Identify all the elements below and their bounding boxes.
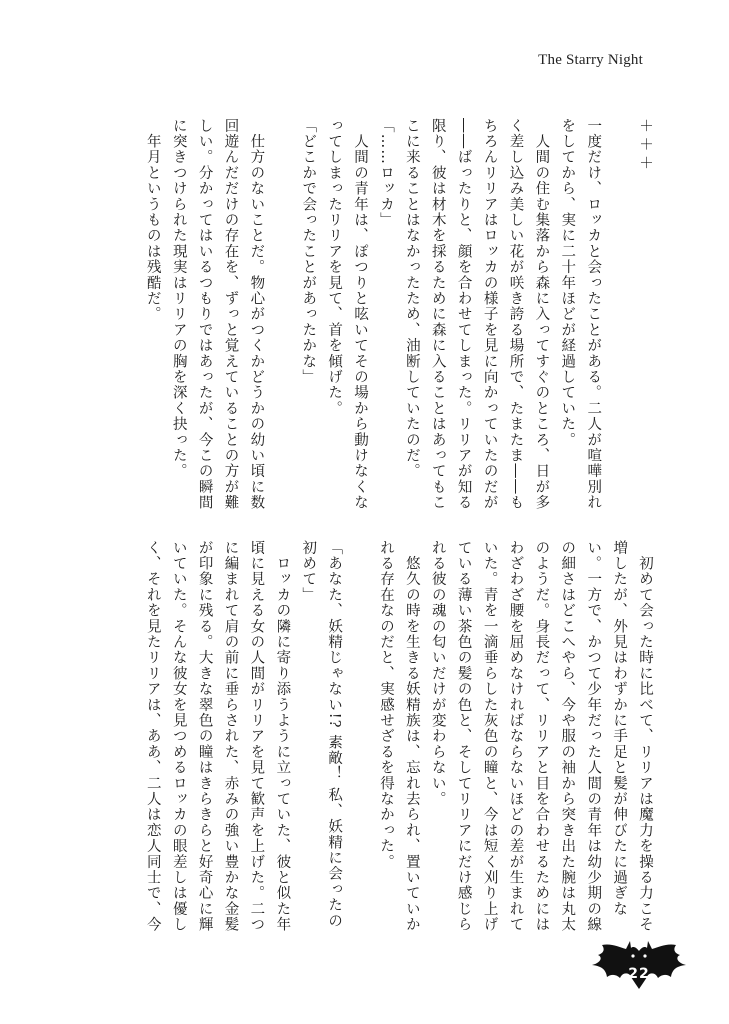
section-separator: ＋＋＋ <box>637 118 653 174</box>
dialogue-line: 「あなた、妖精じゃない!? 素敵！ 私、妖精に会ったの初めて」 <box>300 540 343 929</box>
blank-line <box>605 118 631 523</box>
paragraph: ロッカの隣に寄り添うように立っていた、彼と似た年頃に見える女の人間がリリアを見て歓声を上げた。二つに編まれて肩の前に垂らされた、赤みの強い豊かな金髪が印象に残る。大きな翠色の瞳はきらきらと好奇心に輝いていた。そんな彼女を見つめるロッカの眼差しは優しく、それを見たリリアは、ああ、二人は恋人同士で、今 <box>144 540 291 933</box>
paragraph: 人間の住む集落から森に入ってすぐのところ、日が多く差し込み美しい花が咲き誇る場所で、たまたま――もちろんリリアはロッカの様子を見に向かっていたのだが――ばったりと、顔を合わせてしまった。リリアが知る限り、彼は材木を採るために森に入ることはあってもここに来ることはなかったため、油断していたのだ。 <box>403 118 550 511</box>
paragraph: 人間の青年は、ぽつりと呟いてその場から動けなくなってしまったリリアを見て、首を傾げた。 <box>326 118 369 511</box>
page-number: 22 <box>628 966 650 982</box>
paragraph: 年月というものは残酷だ。 <box>144 133 161 323</box>
paragraph: 仕方のないことだ。物心がつくかどうかの幼い頃に数回遊んだだけの存在を、ずっと覚えていることの方が難しい。分かってはいるつもりではあったが、今この瞬間に突きつけられた現実はリリアの胸を深く抉った。 <box>170 118 265 511</box>
running-title: The Starry Night <box>538 52 643 68</box>
text-block-bottom <box>87 540 657 940</box>
dialogue-line: 「どこかで会ったことがあったかな」 <box>300 118 317 385</box>
paragraph: 一度だけ、ロッカと会ったことがある。二人が喧嘩別れをしてから、実に二十年ほどが経過していた。 <box>559 118 602 511</box>
blank-line <box>268 118 294 523</box>
text-block-top <box>87 118 657 523</box>
paragraph: 悠久の時を生きる妖精族は、忘れ去られ、置いていかれる存在なのだと、実感せざるを得なかった。 <box>377 540 420 933</box>
blank-line <box>346 540 372 940</box>
paragraph: 初めて会った時に比べて、リリアは魔力を操る力こそ増したが、外見はわずかに手足と髪が伸びたに過ぎない。一方で、かつて少年だった人間の青年は幼少期の線の細さはどこへやら、今や服の袖から突き出た腕は丸太のようだ。身長だって、リリアと目を合わせるためにはわざわざ腰を屈めなければならないほどの差が生まれていた。青を一滴垂らした灰色の瞳と、今は短く刈り上げている薄い茶色の髪の色と、そしてリリアにだけ感じられる彼の魂の匂いだけが変わらない。 <box>429 540 653 933</box>
dialogue-line: 「……ロッカ」 <box>377 118 394 228</box>
